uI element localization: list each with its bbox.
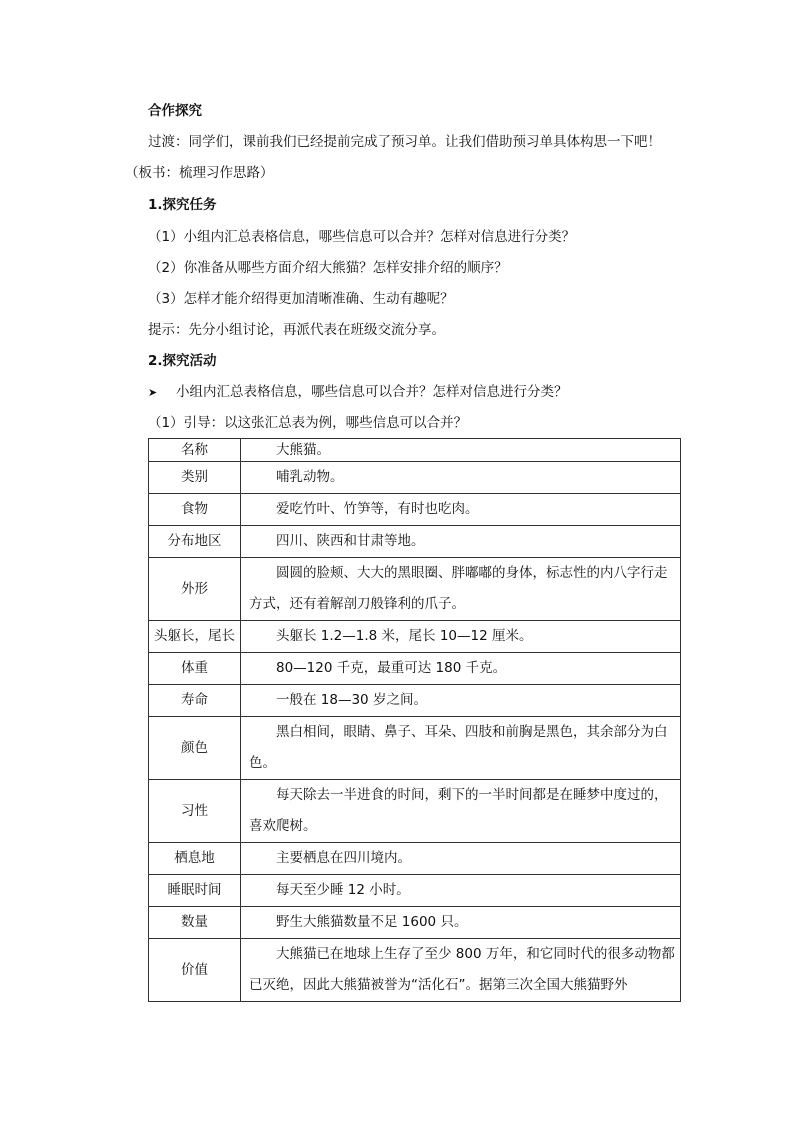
- row-key: 名称: [149, 439, 241, 462]
- panda-info-table: [148, 438, 681, 1002]
- board-note: （板书：梳理习作思路）: [125, 165, 274, 181]
- row-value: 大熊猫已在地球上生存了至少 800 万年，和它同时代的很多动物都已灭绝，因此大熊猫被誉为“活化石”。据第三次全国大熊猫野外: [241, 939, 681, 1002]
- activity-guide: （1）引导：以这张汇总表为例，哪些信息可以合并？: [148, 415, 468, 431]
- task-tip: 提示：先分小组讨论，再派代表在班级交流分享。: [148, 322, 445, 338]
- table-row: [149, 621, 681, 653]
- row-key: 颜色: [149, 717, 241, 780]
- activity-section-title: 2.探究活动: [148, 353, 217, 369]
- row-key: 习性: [149, 780, 241, 843]
- task-item-1: （1）小组内汇总表格信息，哪些信息可以合并？怎样对信息进行分类？: [148, 229, 576, 245]
- table-row: [149, 780, 681, 843]
- row-value: 爱吃竹叶、竹笋等，有时也吃肉。: [241, 494, 681, 526]
- transition-paragraph: 过渡：同学们，课前我们已经提前完成了预习单。让我们借助预习单具体构思一下吧！: [148, 134, 661, 150]
- table-row: [149, 526, 681, 558]
- row-key: 价值: [149, 939, 241, 1002]
- row-value: 黑白相间，眼睛、鼻子、耳朵、四肢和前胸是黑色，其余部分为白色。: [241, 717, 681, 780]
- task-item-2: （2）你准备从哪些方面介绍大熊猫？怎样安排介绍的顺序？: [148, 260, 508, 276]
- row-value: 圆圆的脸颊、大大的黑眼圈、胖嘟嘟的身体，标志性的内八字行走方式，还有着解剖刀般锋利的爪子。: [241, 558, 681, 621]
- row-value: 每天除去一半进食的时间，剩下的一半时间都是在睡梦中度过的，喜欢爬树。: [241, 780, 681, 843]
- arrow-bullet-icon: ➤: [148, 386, 158, 399]
- row-key: 外形: [149, 558, 241, 621]
- task-section-title: 1.探究任务: [148, 197, 217, 213]
- activity-bullet-text: 小组内汇总表格信息，哪些信息可以合并？怎样对信息进行分类？: [176, 384, 568, 400]
- row-value: 四川、陕西和甘肃等地。: [241, 526, 681, 558]
- table-row: [149, 462, 681, 494]
- row-key: 数量: [149, 907, 241, 939]
- table-row: [149, 843, 681, 875]
- task-item-3: （3）怎样才能介绍得更加清晰准确、生动有趣呢？: [148, 291, 454, 307]
- row-value: 主要栖息在四川境内。: [241, 843, 681, 875]
- table-row: [149, 494, 681, 526]
- section-heading: 合作探究: [148, 103, 202, 119]
- table-row: [149, 907, 681, 939]
- row-key: 食物: [149, 494, 241, 526]
- table-row: [149, 558, 681, 621]
- row-key: 头躯长，尾长: [149, 621, 241, 653]
- row-key: 寿命: [149, 685, 241, 717]
- row-key: 体重: [149, 653, 241, 685]
- row-key: 睡眠时间: [149, 875, 241, 907]
- table-row: [149, 685, 681, 717]
- table-row: [149, 439, 681, 462]
- table-row: [149, 939, 681, 1002]
- row-key: 类别: [149, 462, 241, 494]
- activity-bullet: [148, 382, 568, 403]
- row-value: 大熊猫。: [241, 439, 681, 462]
- row-key: 分布地区: [149, 526, 241, 558]
- row-value: 每天至少睡 12 小时。: [241, 875, 681, 907]
- row-value: 野生大熊猫数量不足 1600 只。: [241, 907, 681, 939]
- table-row: [149, 653, 681, 685]
- row-value: 80—120 千克，最重可达 180 千克。: [241, 653, 681, 685]
- row-value: 头躯长 1.2—1.8 米，尾长 10—12 厘米。: [241, 621, 681, 653]
- table-row: [149, 875, 681, 907]
- row-key: 栖息地: [149, 843, 241, 875]
- row-value: 哺乳动物。: [241, 462, 681, 494]
- table-row: [149, 717, 681, 780]
- row-value: 一般在 18—30 岁之间。: [241, 685, 681, 717]
